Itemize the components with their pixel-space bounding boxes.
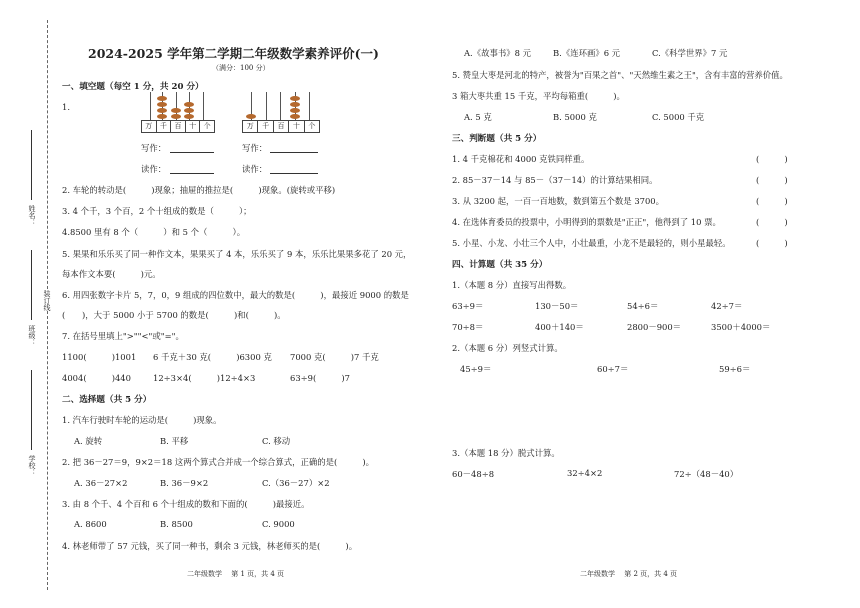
q5-text-b: 每本作文本要( )元。: [62, 269, 161, 279]
calc-item: 130－50＝: [535, 301, 579, 311]
calc-item: 2800－900＝: [627, 322, 682, 332]
step-calc-item: 72÷（48－40）: [674, 469, 739, 479]
mc-q2: 2. 把 36－27＝9，9×2＝18 这两个算式合并成一个综合算式，正确的是( )。: [62, 457, 374, 467]
mc-option[interactable]: C.《科学世界》7 元: [652, 48, 728, 58]
step-calc-item: 60－48÷8: [452, 469, 495, 479]
q3-text: 3. 4 个千，3 个百，2 个十组成的数是（ ）；: [62, 206, 252, 216]
judge-bracket[interactable]: ( ): [756, 175, 788, 185]
mc-q3: 3. 由 8 个千、4 个百和 6 个十组成的数和下面的( )最接近。: [62, 499, 310, 509]
abacus-bead: [157, 102, 167, 107]
read-label-1: 读作：: [141, 164, 167, 174]
place-label: 万: [142, 121, 157, 132]
section3-heading: 三、判断题（共 5 分）: [452, 134, 542, 144]
binding-label: 装订线: [43, 290, 51, 311]
mc-option[interactable]: A. 8600: [74, 519, 107, 529]
abacus-bead: [290, 108, 300, 113]
mc-option[interactable]: A. 36－27×2: [74, 478, 128, 488]
q1-number: 1.: [62, 102, 70, 112]
judge-item: 1. 4 千克棉花和 4000 克铁同样重。: [452, 154, 590, 164]
judge-bracket[interactable]: ( ): [756, 154, 788, 164]
section4-heading: 四、计算题（共 35 分）: [452, 260, 548, 270]
abacus-2-place-row: [242, 120, 320, 133]
write-label-2: 写作：: [242, 143, 268, 153]
write-blank-2[interactable]: [270, 152, 318, 153]
place-label: 十: [186, 121, 201, 132]
abacus-bead: [290, 114, 300, 119]
place-label: 千: [157, 121, 172, 132]
abacus-1-place-row: [141, 120, 215, 133]
mc-option[interactable]: C.（36－27）×2: [262, 478, 330, 488]
vertical-calc-item: 59÷6＝: [719, 364, 751, 374]
mc-option[interactable]: C. 9000: [262, 519, 295, 529]
mc-q4: 4. 林老师带了 57 元钱，买了同一种书，剩余 3 元钱，林老师买的是( )。: [62, 541, 358, 551]
abacus-bead: [290, 96, 300, 101]
mc-option[interactable]: B. 5000 克: [553, 112, 597, 122]
section1-heading: 一、填空题（每空 1 分，共 20 分）: [62, 82, 204, 92]
school-label: 学校：: [28, 455, 36, 476]
mc-option[interactable]: A.《故事书》8 元: [464, 48, 531, 58]
calc-item: 70÷8＝: [452, 322, 484, 332]
score-note: （满分：100 分）: [212, 64, 270, 72]
abacus-bead: [157, 96, 167, 101]
mc-q5-a: 5. 赞皇大枣是河北的特产，被誉为"百果之首"、"天然维生素之王"，含有丰富的营养价值。: [452, 70, 788, 80]
q6-text-a: 6. 用四张数字卡片 5，7，0，9 组成的四位数中，最大的数是( )，最接近 9000 的数是: [62, 290, 409, 300]
read-label-2: 读作：: [242, 164, 268, 174]
calc-part1-title: 1.（本题 8 分）直接写出得数。: [452, 280, 572, 290]
vertical-calc-item: 45÷9＝: [460, 364, 492, 374]
judge-bracket[interactable]: ( ): [756, 196, 788, 206]
q4-text: 4.8500 里有 8 个（ ）和 5 个（ ）。: [62, 227, 246, 237]
place-label: 百: [171, 121, 186, 132]
mc-q5-b: 3 箱大枣共重 15 千克，平均每箱重( )。: [452, 91, 625, 101]
judge-item: 2. 85－37－14 与 85－（37－14）的计算结果相同。: [452, 175, 658, 185]
abacus-bead: [246, 114, 256, 119]
q2-text: 2. 车轮的转动是( )现象；抽屉的推拉是( )现象。(旋转或平移): [62, 185, 336, 195]
abacus-bead: [184, 114, 194, 119]
class-label: 班级：: [28, 325, 36, 346]
q7-item: 63÷9( )7: [290, 373, 350, 383]
write-blank-1[interactable]: [170, 152, 214, 153]
mc-option[interactable]: A. 旋转: [74, 436, 103, 446]
section2-heading: 二、选择题（共 5 分）: [62, 395, 152, 405]
place-label: 十: [289, 121, 304, 132]
q7-text: 7. 在括号里填上">""<"或"="。: [62, 331, 184, 341]
footer-right: 二年级数学 第 2 页，共 4 页: [580, 570, 678, 578]
q7-item: 12÷3×4( )12÷4×3: [153, 373, 256, 383]
mc-q1: 1. 汽车行驶时车轮的运动是( )现象。: [62, 415, 222, 425]
q6-text-b: ( )，大于 5000 小于 5700 的数是( )和( )。: [62, 310, 286, 320]
mc-option[interactable]: B. 平移: [160, 436, 189, 446]
abacus-bead: [290, 102, 300, 107]
name-label: 姓名：: [28, 205, 36, 226]
calc-item: 42÷7＝: [711, 301, 743, 311]
vertical-calc-item: 60÷7＝: [597, 364, 629, 374]
judge-item: 3. 从 3200 起，一百一百地数，数到第五个数是 3700。: [452, 196, 665, 206]
calc-item: 63÷9＝: [452, 301, 484, 311]
class-line: [31, 250, 32, 320]
calc-item: 54÷6＝: [627, 301, 659, 311]
q7-item: 7000 克( )7 千克: [290, 352, 379, 362]
step-calc-item: 32÷4×2: [567, 468, 603, 478]
name-line: [31, 130, 32, 200]
calc-part2-title: 2.（本题 6 分）列竖式计算。: [452, 343, 563, 353]
footer-left: 二年级数学 第 1 页，共 4 页: [187, 570, 285, 578]
abacus-bead: [184, 108, 194, 113]
judge-bracket[interactable]: ( ): [756, 217, 788, 227]
place-label: 百: [274, 121, 289, 132]
mc-option[interactable]: C. 5000 千克: [652, 112, 705, 122]
place-label: 千: [258, 121, 273, 132]
q7-item: 1100( )1001: [62, 352, 137, 362]
place-label: 个: [203, 122, 211, 130]
judge-bracket[interactable]: ( ): [756, 238, 788, 248]
mc-option[interactable]: B. 8500: [160, 519, 193, 529]
place-label: 个: [308, 122, 316, 130]
q7-item: 4004( )440: [62, 373, 131, 383]
abacus-bead: [157, 114, 167, 119]
q7-item: 6 千克＋30 克( )6300 克: [153, 352, 272, 362]
write-label-1: 写作：: [141, 143, 167, 153]
abacus-bead: [171, 114, 181, 119]
mc-option[interactable]: A. 5 克: [464, 112, 492, 122]
abacus-bead: [171, 108, 181, 113]
calc-item: 3500＋4000＝: [711, 322, 771, 332]
abacus-bead: [184, 102, 194, 107]
mc-option[interactable]: B. 36－9×2: [160, 478, 209, 488]
read-blank-2[interactable]: [270, 173, 318, 174]
calc-item: 400＋140＝: [535, 322, 584, 332]
calc-part3-title: 3.（本题 18 分）脱式计算。: [452, 448, 560, 458]
q5-text-a: 5. 果果和乐乐买了同一种作文本，果果买了 4 本，乐乐买了 9 本，乐乐比果果多花了 20 元，: [62, 249, 412, 259]
read-blank-1[interactable]: [170, 173, 214, 174]
mc-option[interactable]: B.《连环画》6 元: [553, 48, 621, 58]
page-title: 2024-2025 学年第二学期二年级数学素养评价(一): [88, 46, 379, 61]
abacus-bead: [157, 108, 167, 113]
school-line: [31, 370, 32, 450]
judge-item: 5. 小星、小龙、小壮三个人中，小壮最重，小龙不是最轻的，则小星最轻。: [452, 238, 731, 248]
judge-item: 4. 在选体育委员的投票中，小明得到的票数是"正正"，他得到了 10 票。: [452, 217, 721, 227]
place-label: 万: [243, 121, 258, 132]
mc-option[interactable]: C. 移动: [262, 436, 291, 446]
